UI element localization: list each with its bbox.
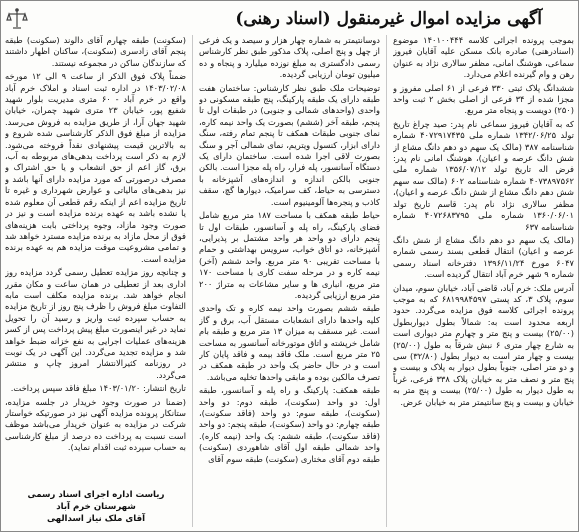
column-middle — [199, 35, 380, 527]
paragraph: حیاط طبقه همکف با مساحت ۱۸۷ متر مربع شامل فضای پارکینگ، راه پله و آسانسور، طبقات اول تا پنجم دارای دو واحد هر واحد مشتمل بر پذیرایی، آشپزخانه، دو اتاق خواب، سرویس بهداشتی و حمام با مساحت تقریبی ۹۰ متر مربع. واحد ششم (آخر) نیمه کاره و در مرحله سفت کاری با مساحت ۱۷۰ متر مربع، انباری ها و سایر مشاعات به متراژ ۲۰۰ متر مربع ارزیابی گردیده. — [199, 210, 380, 300]
paragraph: دوسانتیمتر به شماره چهار هزار و سیصد و یک فرعی از چهل و پنج اصلی، پلاک مذکور طبق نظر کارشناس رسمی دادگستری به مبلغ نوزده میلیارد و پنجاه و ده میلیون تومان ارزیابی گردیده. — [199, 35, 380, 80]
paragraph: طبقه ششم بصورت واحد نیمه کاره و تک واحدی کلیه واحدها دارای انشعابات مستقل آب، برق و گاز است. غیر مسقف به میزان ۱۳ متر مربع و طبقه بام شامل خرپشته و اتاق موتورخانه آسانسور به مساحت ۲۵ متر مربع است. ملک فاقد بیمه و فاقد پایان کار است و در حال حاضر یک واحد در طبقه همکف در تصرف مالکین بوده و مابقی واحدها تخلیه می‌باشد. — [199, 303, 380, 382]
paragraph: ششدانگ پلاک ثبتی ۳۳۰ فرعی از ۶۱ اصلی مفروز و مجزا شده از ۳۴ فرعی از اصلی بخش ۲ ثبت واحد (۲۵۰) دویست و پنجاه متر مربع. — [393, 82, 574, 116]
notice-title: آگهی مزایده اموال غیرمنقول (اسناد رهنی) — [235, 9, 542, 29]
paragraph: ضمناً پلاک فوق الذکر از ساعت ۹ الی ۱۲ مورخه ۱۴۰۳/۰۲/۰۸ در اداره ثبت اسناد و املاک خرم آباد واقع در خرم آباد - ۶۰ متری مدیریت بلوار شهید شفیع پور، خیابان ۲۳ متری شهید چمران، خیابان شهید جهان آرا، از طریق مزایده به فروش می‌رسد. مزایده از مبلغ فوق الذکر کارشناسی شده شروع و به بالاترین قیمت پیشنهادی نقداً فروخته می‌شود. لازم به ذکر است پرداخت بدهی‌های مربوطه به آب، برق، گاز اعم از حق انشعاب و یا حق اشتراک و مصرف درصورتی که مورد مزایده دارای آنها باشد و نیز بدهی‌های مالیاتی و عوارض شهرداری و غیره تا تاریخ مزایده اعم از اینکه رقم قطعی آن معلوم شده یا نشده باشد به عهده برنده مزایده است و نیز در صورت وجود مازاد، وجوه پرداختی بابت هزینه‌های فوق از محل مازاد به برنده مزایده مسترد خواهد شد و تمامی مشروعیت موقت مزایده هم به عهده برنده مزایده است. — [5, 71, 186, 264]
signatory-name: آقای ملک نیاز اسدالهی — [46, 514, 146, 524]
paragraph: تاریخ انتشار: ۱۴۰۳/۰۱/۲۰ مبلغ فاقد سپس پرداخت. — [10, 383, 186, 394]
paragraph: (ضمنا در صورت وجود خریدار در جلسه مزایده، ستانکار پرونده مزایده آگهی نیز در صورتیکه خواستار شرکت در مزایده به عنوان خریدار می‌باشد موظف است نسبت به پرداخت ده درصد از مبلغ کارشناسی به حساب سپرده ثبت اقدام نماید). — [5, 396, 186, 453]
paragraph: بموجب پرونده اجرائی کلاسه ۱۴۰۱۰۰۴۴۴ موضوع (اسنادرهنی) صادره بانک مسکن علیه آقایان فیروز سماعی، هوشنگ امانی، مظفر سالاری نژاد به عنوان رهن و وام گیرنده اعلام می‌دارد. — [393, 35, 574, 80]
signature-block — [7, 489, 185, 525]
column-right — [393, 35, 574, 527]
notice-header — [5, 5, 574, 33]
paragraph: آدرس ملک: خرم آباد، قاضی آباد، خیابان سوم، میدان سوم، پلاک ۳، کد پستی ۶۸۱۹۹۸۴۵۹۷ که به موجب پرونده اجرائی کلاسه فوق مزایده می‌گردد. حدود اربعه محدود است به: شمالاً بطول دیواربطول (۲۵/۰۰) بیست و پنج متر و چهارم متر دیواری است به شارع چهار متری ۶ نبش شرقاً به طول (۲۵/۰۰) بیست و چهار متر است به دیوار بطول (۳۲/۸۰) سی و دو متر اصلی، جنوباً بطول دیوار به پلاک و بیست و پنج متر و نصف متر به خیابان پلاک ۳۳۸ فرعی، غرباً به طول دیوار به طول (۲۵/۰۰) بیست و پنج متر به خیابان و بیست و پنج سانتیمتر متر به خیابان عرض. — [393, 282, 574, 407]
paragraph: طبقه همکف: پارکینگ و راه پله و آسانسور، طبقه اول: دو واحد (سکونت)، طبقه دوم: دو واحد (سکونت)، طبقه سوم: دو واحد (فاقد سکونت)، طبقه چهارم: دو واحد (سکونت)، طبقه پنجم: دو واحد (فاقد سکونت)، طبقه ششم: یک واحد (نیمه کاره). واحد شمالی طبقه اول آقای شاهوردی (سکونت) طبقه دوم آقای مختاری (سکونت) طبقه سوم آقای — [199, 385, 380, 464]
column-divider — [386, 35, 387, 527]
judiciary-scales-emblem-icon — [5, 7, 29, 31]
paragraph: که به آقایان فیروز سماعی نام پدر: صید چراغ تاریخ تولد ۱۳۴۲/۰۶/۲۵ شماره ملی ۴۰۷۲۹۱۷۴۳۵ شماره شناسنامه ۳۸۷ (مالک یک سهم دو دهم دانگ مشاع از شش دانگ عرصه و اعیان)، هوشنگ امانی نام پدر: فرض اله تاریخ تولد ۱۳۵۶/۰۷/۱۲ شماره ملی ۴۰۷۳۸۹۷۵۶۲ شماره شناسنامه ۶۰۲ (مالک سه سهم شش دهم دانگ مشاع از شش دانگ عرصه و اعیان)، مظفر سالاری نژاد نام پدر: قاسم تاریخ تولد ۱۳۶۰/۰۶/۰۱ شماره ملی ۴۰۷۲۶۸۳۷۹۵ شماره شناسنامه ۶۳۷ — [393, 118, 574, 232]
paragraph: و چنانچه روز مزایده تعطیل رسمی گردد مزایده روز اداری بعد از تعطیلی در همان ساعت و مکان مقرر انجام خواهد شد. برنده مزایده مکلف است مابه التفاوت مبلغ فروش را ظرف پنج روز از تاریخ مزایده به حساب سپرده ثبت واریز و رسید آن را تحویل نماید در غیر اینصورت مبلغ پیش پرداخت پس از کسر هزینه‌های عملیات اجرایی به نفع خزانه ضبط خواهد شد و مزایده تجدید می‌گردد. این آگهی در یک نوبت در روزنامه کثیرالانتشار امروز چاپ و منتشر می‌گردد. — [5, 267, 186, 380]
paragraph: (مالک یک سهم دو دهم دانگ مشاع از شش دانگ عرصه و اعیان) انتقال قطعی بسند رسمی شماره ۶۰۴۷ مورخ ۱۳۹۶/۱۱/۲۴ دفترخانه اسناد رسمی شماره ۹ شهر خرم آباد انتقال گردیده است. — [393, 234, 574, 280]
column-left — [5, 35, 186, 527]
column-divider — [192, 35, 193, 527]
signatory-title: ریاست اداره اجرای اسناد رسمی شهرستان خرم آباد — [27, 490, 165, 512]
notice-body — [5, 35, 574, 527]
paragraph: (سکونت) طبقه چهارم آقای دالوند (سکونت) طبقه پنجم آقای زادسری (سکونت)، ساکنان اظهار داشتند که سازندگان ساکن در مجموعه نیستند. — [5, 35, 186, 68]
paragraph: توضیحات ملک طبق نظر کارشناس: ساختمان هفت طبقه دارای یک طبقه پارکینگ، پنج طبقه مسکونی دو واحدی (واحدهای شمالی و جنوبی) در طبقات اول تا پنجم، طبقه آخر (ششم) بصورت یک واحد نیمه کاره، نمای جنوبی طبقات همکف تا پنجم تمام رفته، سنگ دارای ابزار، کنسول ویتریم، نمای شمالی آجر و سنگ بصورت لاقی اجرا شده است. ساختمان دارای یک دستگاه آسانسور، پله فرار، راه پله مجزا است. بالکن جنوبی بالکن اندازه و اندازه‌های آشپزخانه با دسترسی به حیاط، کف سرامیک، دیوارها گچ، سقف کاذب و پنجره‌ها آلومینیوم است. — [199, 82, 380, 207]
